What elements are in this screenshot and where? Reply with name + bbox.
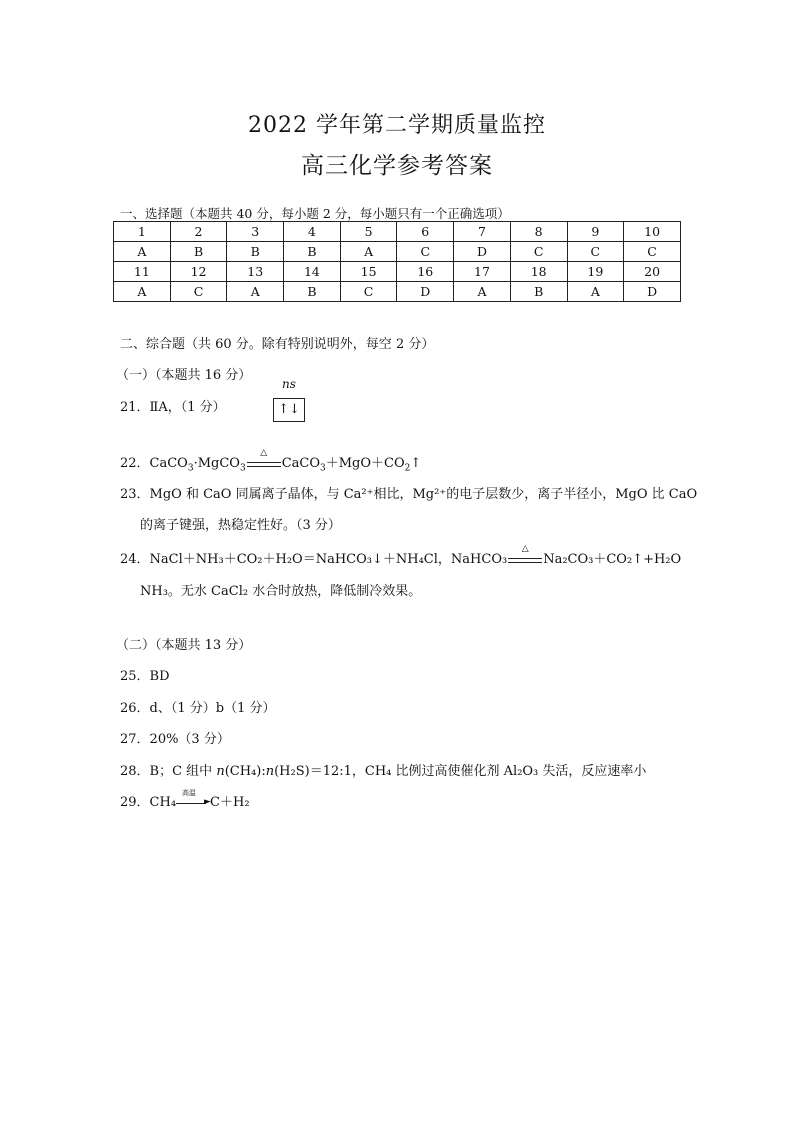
- eq-text: n: [216, 764, 225, 779]
- table-cell: 15: [340, 262, 397, 282]
- heat-condition-arrow: [247, 447, 281, 470]
- table-cell: 14: [284, 262, 341, 282]
- document-subtitle: 高三化学参考答案: [301, 153, 493, 179]
- table-cell: 13: [227, 262, 284, 282]
- table-cell: 2: [170, 222, 227, 242]
- answer-26: 26．d、（1 分）b（1 分）: [120, 701, 276, 716]
- reaction-arrow: [176, 788, 211, 809]
- delta-icon: △: [521, 543, 529, 554]
- eq-text: ↑: [410, 456, 422, 471]
- table-row: [114, 262, 681, 282]
- condition-label: 高温: [182, 788, 197, 797]
- table-row: [114, 242, 681, 262]
- eq-text: ＋MgO＋CO: [325, 456, 405, 471]
- table-cell: A: [114, 282, 171, 302]
- eq-text: Na₂CO₃＋CO₂↑+H₂O: [543, 552, 682, 567]
- part1-heading: （一）（本题共 16 分）: [116, 368, 252, 383]
- answer-21: 21．ⅡA，（1 分）: [120, 400, 226, 415]
- answer-27: 27．20%（3 分）: [120, 732, 230, 747]
- orbital-label: ns: [282, 377, 296, 391]
- eq-text: CaCO: [281, 456, 321, 471]
- table-cell: D: [454, 242, 511, 262]
- table-cell: C: [170, 282, 227, 302]
- answer-22: 22．CaCO$_3$·MgCO$_3$ △ $CaCO_3+MgO+CO_2↑$: [120, 447, 422, 474]
- table-cell: 6: [397, 222, 454, 242]
- table-cell: 20: [624, 262, 681, 282]
- eq-text: 29．CH₄: [120, 795, 177, 810]
- answer-29: [120, 788, 250, 810]
- table-cell: 5: [340, 222, 397, 242]
- arrow-head-icon: ►: [204, 796, 211, 807]
- table-cell: A: [567, 282, 624, 302]
- answer-23-line2: 的离子键强，热稳定性好。（3 分）: [140, 518, 341, 533]
- table-row: [114, 282, 681, 302]
- answer-23-line1: 23．MgO 和 CaO 同属离子晶体，与 Ca²⁺相比，Mg²⁺的电子层数少，离子半径小，MgO 比 CaO: [120, 487, 698, 502]
- table-cell: 11: [114, 262, 171, 282]
- document-title: 2022 学年第二学期质量监控: [248, 113, 546, 138]
- table-cell: 7: [454, 222, 511, 242]
- table-cell: 12: [170, 262, 227, 282]
- table-cell: A: [114, 242, 171, 262]
- table-cell: A: [340, 242, 397, 262]
- part2-heading: （二）（本题共 13 分）: [116, 638, 252, 653]
- table-cell: C: [397, 242, 454, 262]
- table-cell: C: [624, 242, 681, 262]
- answer-28: [120, 760, 646, 779]
- table-cell: C: [510, 242, 567, 262]
- table-cell: 8: [510, 222, 567, 242]
- eq-text: (H₂S)＝12:1，CH₄ 比例过高使催化剂 Al₂O₃ 失活，反应速率小: [274, 764, 647, 779]
- table-cell: 18: [510, 262, 567, 282]
- table-cell: B: [284, 242, 341, 262]
- table-cell: 19: [567, 262, 624, 282]
- delta-icon: △: [260, 447, 268, 458]
- eq-text: (CH₄):: [224, 764, 266, 779]
- eq-text: n: [265, 764, 275, 779]
- answer-24-line2: NH₃。无水 CaCl₂ 水合时放热，降低制冷效果。: [140, 584, 422, 599]
- table-cell: 16: [397, 262, 454, 282]
- eq-text: C＋H₂: [210, 795, 250, 810]
- table-cell: D: [397, 282, 454, 302]
- orbital-box: ↑↓: [273, 398, 305, 422]
- table-cell: D: [624, 282, 681, 302]
- table-row: [114, 222, 681, 242]
- table-cell: 17: [454, 262, 511, 282]
- section2-heading: 二、综合题（共 60 分。除有特别说明外，每空 2 分）: [120, 337, 435, 352]
- section1-heading: 一、选择题（本题共 40 分，每小题 2 分，每小题只有一个正确选项）: [120, 206, 510, 221]
- eq-text: 24．NaCl＋NH₃＋CO₂＋H₂O＝NaHCO₃↓＋NH₄Cl，NaHCO₃: [120, 552, 508, 567]
- eq-text: 22．CaCO: [120, 456, 188, 471]
- answer-24-line1: [120, 543, 682, 567]
- table-cell: C: [567, 242, 624, 262]
- table-cell: A: [227, 282, 284, 302]
- table-cell: 3: [227, 222, 284, 242]
- heat-condition-arrow: [508, 543, 542, 566]
- table-cell: B: [510, 282, 567, 302]
- answer-table: [113, 221, 681, 302]
- table-cell: B: [284, 282, 341, 302]
- table-cell: 10: [624, 222, 681, 242]
- eq-text: 28．B；C 组中: [120, 764, 217, 779]
- eq-text: ·MgCO: [193, 456, 240, 471]
- answer-25: 25．BD: [120, 669, 170, 684]
- table-cell: A: [454, 282, 511, 302]
- table-cell: 9: [567, 222, 624, 242]
- table-cell: 4: [284, 222, 341, 242]
- table-cell: 1: [114, 222, 171, 242]
- table-cell: B: [170, 242, 227, 262]
- table-cell: B: [227, 242, 284, 262]
- table-cell: C: [340, 282, 397, 302]
